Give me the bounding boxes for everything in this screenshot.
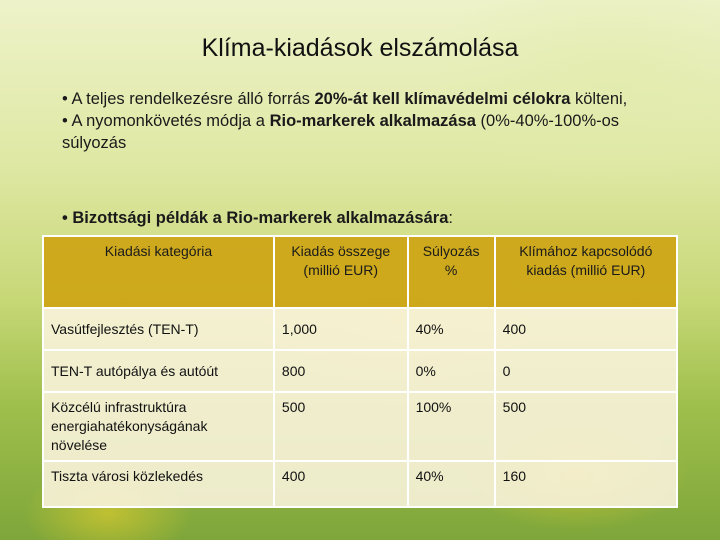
table-cell: 1,000 bbox=[274, 308, 408, 350]
bullet-text: • A nyomonkövetés módja a bbox=[62, 112, 270, 130]
bullet-text: : bbox=[448, 209, 453, 227]
table-cell: Tiszta városi közlekedés bbox=[43, 461, 274, 507]
column-header: Súlyozás % bbox=[408, 236, 495, 308]
bullet-list bbox=[62, 88, 662, 154]
bullet-text: költeni, bbox=[570, 90, 628, 108]
table-cell: Vasútfejlesztés (TEN-T) bbox=[43, 308, 274, 350]
table-row bbox=[43, 392, 677, 461]
bullet-item bbox=[62, 209, 453, 228]
column-header: Kiadási kategória bbox=[43, 236, 274, 308]
table-cell: 400 bbox=[274, 461, 408, 507]
table-cell: 800 bbox=[274, 350, 408, 392]
column-header: Klímához kapcsolódó kiadás (millió EUR) bbox=[495, 236, 677, 308]
table-cell: TEN-T autópálya és autóút bbox=[43, 350, 274, 392]
rio-marker-table bbox=[42, 235, 678, 508]
table-cell: 0% bbox=[408, 350, 495, 392]
column-header: Kiadás összege (millió EUR) bbox=[274, 236, 408, 308]
table-header-row bbox=[43, 236, 677, 308]
bullet-text: • A teljes rendelkezésre álló forrás bbox=[62, 90, 315, 108]
bullet-item bbox=[62, 88, 662, 110]
table-cell: 500 bbox=[274, 392, 408, 461]
slide-title: Klíma-kiadások elszámolása bbox=[201, 34, 519, 62]
table-cell: 500 bbox=[495, 392, 677, 461]
table-cell: 160 bbox=[495, 461, 677, 507]
table-row bbox=[43, 308, 677, 350]
bullet-text: (0%-40%-100%-os súlyozás bbox=[62, 112, 620, 152]
table-cell: 40% bbox=[408, 308, 495, 350]
table-cell: 40% bbox=[408, 461, 495, 507]
table-cell: 0 bbox=[495, 350, 677, 392]
table-row bbox=[43, 350, 677, 392]
table-cell: Közcélú infrastruktúra energiahatékonyságának növelése bbox=[43, 392, 274, 461]
bullet-bold-text: • Bizottsági példák a Rio-markerek alkalmazására bbox=[62, 209, 449, 227]
bullet-bold-text: 20%-át kell klímavédelmi célokra bbox=[314, 90, 571, 108]
bullet-item bbox=[62, 110, 662, 154]
table-cell: 400 bbox=[495, 308, 677, 350]
table-row bbox=[43, 461, 677, 507]
table-cell: 100% bbox=[408, 392, 495, 461]
bullet-bold-text: Rio-markerek alkalmazása bbox=[269, 112, 476, 130]
